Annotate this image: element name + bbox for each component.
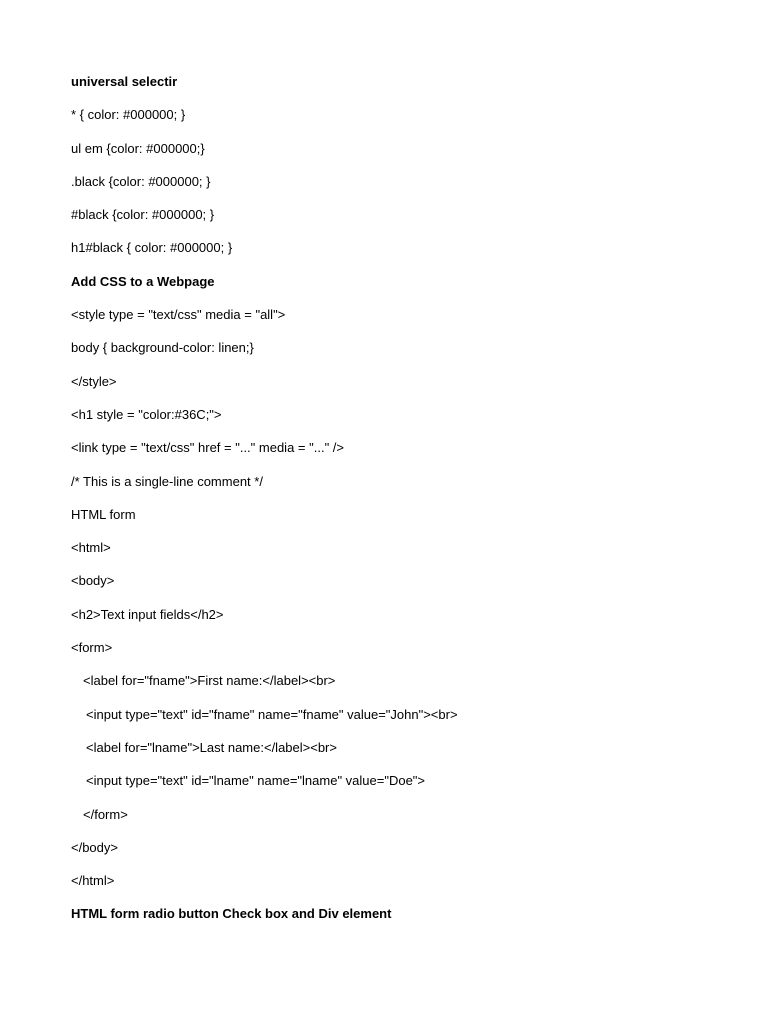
code-line: </form> (83, 806, 128, 822)
code-line: <link type = "text/css" href = "..." media = "..." /> (71, 440, 344, 456)
code-line: * { color: #000000; } (71, 107, 186, 123)
code-line: <input type="text" id="lname" name="lname" value="Doe"> (86, 773, 426, 789)
code-line: </style> (71, 373, 117, 389)
code-line: h1#black { color: #000000; } (71, 240, 233, 256)
section-label-html-form: HTML form (71, 506, 136, 522)
code-line: </body> (71, 839, 118, 855)
code-line: body { background-color: linen;} (71, 340, 254, 356)
code-line: <form> (71, 640, 113, 656)
code-line: <label for="fname">First name:</label><br> (83, 673, 336, 689)
heading-add-css: Add CSS to a Webpage (71, 273, 215, 289)
code-line: #black {color: #000000; } (71, 207, 215, 223)
code-line: .black {color: #000000; } (71, 173, 211, 189)
code-line: <style type = "text/css" media = "all"> (71, 307, 286, 323)
code-line: /* This is a single-line comment */ (71, 473, 263, 489)
heading-universal-selector: universal selectir (71, 74, 178, 89)
code-line: <h2>Text input fields</h2> (71, 606, 224, 622)
heading-html-form-radio: HTML form radio button Check box and Div element (71, 906, 392, 922)
code-line: <body> (71, 573, 115, 589)
code-line: <label for="lname">Last name:</label><br> (86, 739, 337, 755)
code-line: <html> (71, 540, 111, 556)
document-page (71, 74, 711, 940)
code-line: ul em {color: #000000;} (71, 140, 205, 156)
code-line: <h1 style = "color:#36C;"> (71, 406, 222, 422)
code-line: <input type="text" id="fname" name="fname" value="John"><br> (86, 706, 458, 722)
code-line: </html> (71, 873, 115, 889)
